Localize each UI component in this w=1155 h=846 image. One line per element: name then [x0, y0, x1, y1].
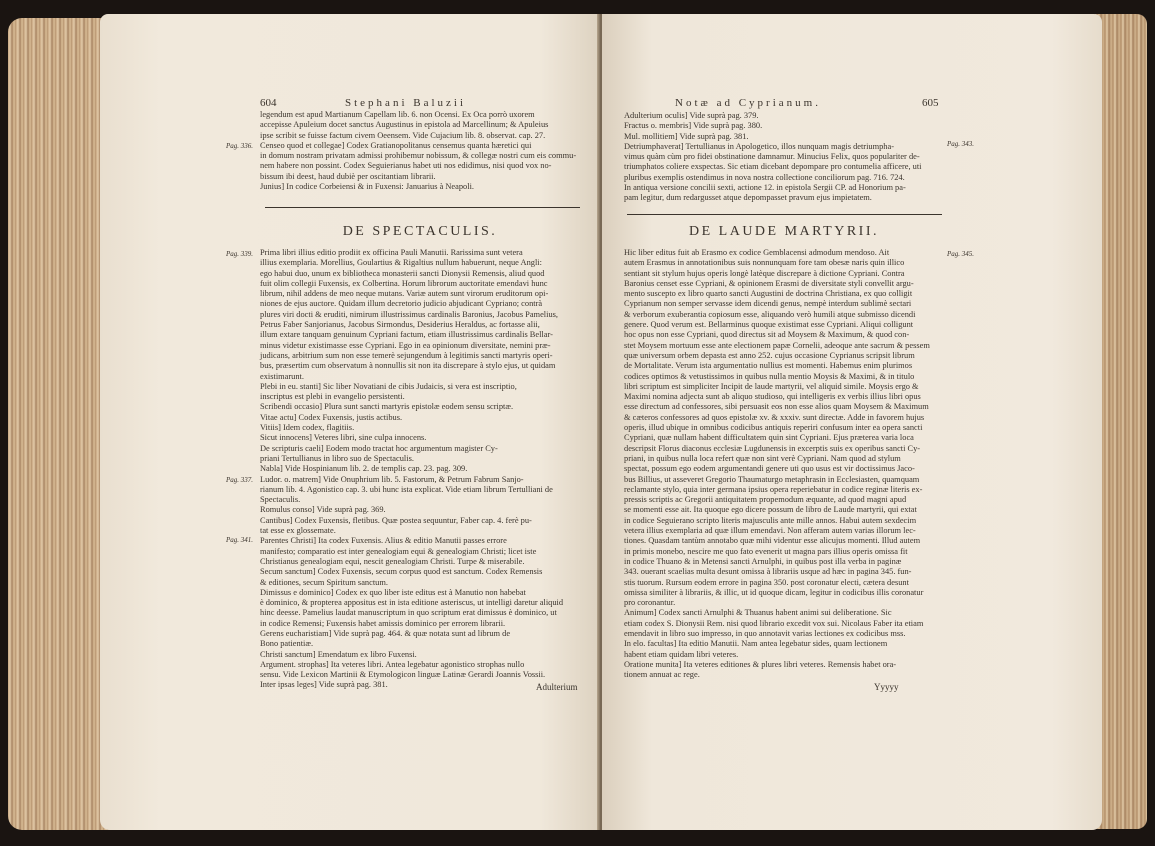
margin-note: Pag. 341. — [226, 536, 254, 544]
text-line: Cantibus] Codex Fuxensis, fletibus. Quæ postea sequuntur, Faber cap. 4. ferè pu- — [260, 515, 532, 525]
text-line: emendavit in libro suo impresso, in quo annotavit varias lectiones ex codicibus mss. — [624, 628, 906, 638]
text-line: Maximi nomina adjecta sunt ab aliquo studioso, qui intelligeris ex verbis illius libri opus — [624, 392, 921, 402]
text-line: Animum] Codex sancti Arnulphi & Thuanus habent animi sui deliberatione. Sic — [624, 608, 892, 618]
text-line: Dimissus e dominico] Codex ex quo liber iste editus est à Manutio non habebat — [260, 587, 526, 597]
text-line: Nabla] Vide Hospinianum lib. 2. de templis cap. 23. pag. 309. — [260, 464, 468, 474]
text-line: Vitae actu] Codex Fuxensis, justis actibus. — [260, 412, 403, 422]
text-line: reclamante stylo, quia inter germana ipsius opera reperiebatur in codice reginæ literis ex- — [624, 484, 923, 494]
text-line: triumphatos coliere exspectas. Sic etiam dicebant depompare pro contumelia afficere, uti — [624, 162, 922, 172]
text-line: è dominico, & propterea appositus est in ista editione asteriscus, ut intelligi daretur aliquid — [260, 598, 564, 608]
text-line: Bono patientiæ. — [260, 639, 314, 649]
text-line: genere. Quod verum est. Bellarminus quoque existimat esse Cypriani. Aliqui colligunt — [624, 320, 914, 330]
text-line: vimus quàm cùm pro fidei obstinatione damnamur. Minucius Felix, quos populariter de- — [624, 152, 920, 162]
left-page — [100, 14, 600, 830]
text-line: Hic liber editus fuit ab Erasmo ex codice Gemblacensi admodum mendoso. Ait — [624, 248, 890, 257]
text-line: rianum lib. 4. Agonistico cap. 3. ubi hunc ista explicat. Vide etiam librum Tertulliani de — [260, 484, 553, 494]
signature-mark: Yyyyy — [874, 682, 899, 692]
text-line: in domum nostram privatam admissi prohibemur nobissum, & collegæ nostri cum eis commu- — [260, 151, 577, 161]
text-line: Plebi in eu. stanti] Sic liber Novatiani de cibis Judaicis, si vera est inscriptio, — [260, 381, 517, 391]
text-line: stet Moysem mortuum esse ante electionem papæ Cornelii, adeoque ante sacrum & pessem — [624, 340, 930, 350]
text-line: bus, præsertim cum observatum à nonnullis sit non ita discrepare à stylo ejus, ut quidam — [260, 361, 556, 371]
text-line: Cyprianum non semper servasse idem dicendi genus, nempè interdum sublimè sectari — [624, 299, 912, 309]
text-line: De scripturis caeli] Eodem modo tractat hoc argumentum magister Cy- — [260, 443, 498, 453]
text-line: bus Billius, ut asseveret Gregorio Thaumaturgo metaphrasin in Ecclesiasten, quamquam — [624, 474, 920, 484]
text-line: mento suscepto ex libro quarto sancti Augustini de doctrina Christiana, ex quo colligit — [624, 289, 913, 299]
text-line: Cypriani, quæ nullam habent difficultatem quin sint Cypriani. Ejus præterea varia loca — [624, 433, 914, 443]
text-line: Secum sanctum] Codex Fuxensis, secum corpus quod est sanctum. Codex Remensis — [260, 567, 543, 577]
section-rule — [627, 214, 942, 215]
text-line: Petrus Faber Sanjorianus, Jacobus Sirmondus, Desiderius Heraldus, ac fortasse alii, — [260, 320, 540, 330]
text-line: In elo. facultas] Ita editio Manutii. Nam antea legebatur sides, quam lectionem — [624, 639, 888, 649]
text-line: Christi sanctum] Emendatum ex libro Fuxensi. — [260, 649, 417, 659]
text-line: priani, in quibus nulla loca refert quæ non sint verè Cypriani. Nam quod ad stylum — [624, 453, 901, 463]
text-line: tionem annuat ac rege. — [624, 670, 700, 680]
text-line: in codice Remensi; Fuxensis habet amissis dominico per errorem librarii. — [260, 618, 506, 628]
page-number: 604 — [260, 97, 277, 109]
text-line: se momenti esse ait. Ita quoque ego dicere possum de libro de Laude martyrii, qui extat — [624, 505, 917, 515]
text-line: vetera illius exemplaria ad quæ illum emendavi. Non afferam autem varias illorum lec- — [624, 526, 916, 536]
text-line: tat esse ex glossemate. — [260, 526, 336, 536]
text-line: Scribendi occasio] Plura sunt sancti martyris epistolæ eodem sensu scriptæ. — [260, 402, 514, 412]
margin-note: Pag. 336. — [226, 142, 254, 150]
section-title: DE SPECTACULIS. — [342, 224, 498, 239]
running-head: Notæ ad Cyprianum. — [675, 97, 821, 109]
text-line: Vitiis] Idem codex, flagitiis. — [260, 423, 355, 433]
text-line: Spectaculis. — [260, 495, 301, 505]
page-number: 605 — [922, 97, 939, 109]
text-line: tiones. Quasdam tantùm annotabo quæ mihi videntur esse alicujus momenti. Illud autem — [624, 536, 921, 546]
text-line: sensu. Vide Lexicon Martinii & Etymologicon linguæ Latinæ Gerardi Joannis Vossii. — [260, 670, 546, 680]
text-line: In antiqua versione concilii sexti, actione 12. in epistola Sergii CP. ad Honorium pa- — [624, 183, 906, 193]
margin-note: Pag. 339. — [226, 250, 254, 258]
text-line: niones de ejus auctore. Quidam illum decretorio judicio abjudicant Cypriano; contrà — [260, 299, 543, 309]
text-line: Oratione munita] Ita veteres editiones & plures libri veteres. Remensis habet ora- — [624, 659, 897, 669]
text-line: Censeo quod et collegae] Codex Gratianopolitanus censemus quanta hæretici qui — [260, 140, 532, 150]
text-line: Romulus conso] Vide suprà pag. 369. — [260, 505, 386, 515]
margin-note: Pag. 343. — [947, 140, 975, 148]
margin-note: Pag. 345. — [947, 250, 975, 258]
text-line: pam legitur, dum redargusset atque depompasset pravum ejus impietatem. — [624, 193, 872, 203]
text-line: de Mortalitate. Verum ista argumentatio nullius est momenti. Habemus enim plurimos — [624, 361, 913, 371]
text-line: 343. ouerant scaelias multa desunt omissa à librariis usque ad hæc in pagina 345. fun- — [624, 567, 912, 577]
commentary-body — [260, 248, 578, 691]
text-line: etiam codex S. Dionysii Rem. nisi quod librario excedit vox sui. Nicolaus Faber ita etiam — [624, 618, 924, 628]
text-line: & verborum exuberantia copiosum esse, aliquando verò humili atque submisso dicendi — [624, 309, 916, 319]
text-line: in codice Thuano & in Metensi sancti Arnulphi, in quibus post illa verba in paginæ — [624, 556, 902, 566]
text-line: Adulterium oculis] Vide suprà pag. 379. — [624, 111, 759, 120]
text-line: existimarunt. — [260, 371, 304, 381]
text-line: hinc deesse. Pamelius laudat manuscriptum in quo scriptum erat dimissus è dominico, ut — [260, 608, 557, 618]
text-line: hoc opus non esse Cypriani, quod directus sit ad Moysem & Maximum, & quod con- — [624, 330, 910, 340]
text-line: illius exemplaria. Morellius, Goulartius & Rigaltius nullum habuerunt, neque Angli: — [260, 258, 542, 268]
text-line: stis tuorum. Rursum eodem errore in pagina 350. post coronatur electi, cætera desunt — [624, 577, 909, 587]
text-line: quæ universum orbem depasta est anno 252. cujus occasione Cyprianus scripsit librum — [624, 350, 915, 360]
margin-note: Pag. 337. — [226, 476, 254, 484]
running-head: Stephani Baluzii — [345, 97, 467, 109]
text-line: habent etiam quidam libri veteres. — [624, 649, 739, 659]
text-line: pressis scriptis ac Gregorii antiquitatem propemodum æquante, ad quod magni apud — [624, 495, 907, 505]
catchword: Adulterium — [536, 682, 578, 692]
text-line: descripsit Florus diaconus ecclesiæ Lugdunensis in excerptis suis ex operibus sancti Cy- — [624, 443, 921, 453]
text-line: manifesto; comparatio est inter genealogiam equi & genealogiam Christi; licet iste — [260, 546, 537, 556]
text-line: Christianus genealogiam equi, nescit genealogiam Christi. Turpe & miserabile. — [260, 556, 525, 566]
text-line: & editiones, secum Spiritum sanctum. — [260, 577, 388, 587]
text-line: minus videtur existimasse esse Cypriani. Ego in ea opinionum diversitate, nemini præ- — [260, 340, 551, 350]
section-rule — [265, 207, 580, 208]
text-line: fuit olim collegii Fuxensis, ex Colbertina. Horum librorum auctoritate emendavi hunc — [260, 278, 548, 288]
text-line: Sicut innocens] Veteres libri, sine culpa innocens. — [260, 433, 427, 443]
text-line: priani Tertullianus in libro suo de Spectaculis. — [260, 453, 414, 463]
text-line: legendum est apud Martianum Capellam lib. 6. non Ocensi. Ex Oca porrò uxorem — [260, 110, 535, 119]
text-line: nem habere non possint. Codex Seguierianus habet uti nos edidimus, nisi quod vox no- — [260, 161, 552, 171]
text-line: pluribus exemplis ostendimus in nova nostra collectione conciliorum pag. 716. 724. — [624, 172, 905, 182]
text-line: Fractus o. membris] Vide suprà pag. 380. — [624, 121, 763, 131]
commentary-body — [624, 248, 942, 680]
text-line: spectat, possum ego eodem argumentandi genere uti quo usus est vir doctissimus Jaco- — [624, 464, 915, 474]
text-line: Prima libri illius editio prodiit ex officina Pauli Manutii. Rarissima sunt vetera — [260, 248, 523, 257]
notes-top — [260, 110, 578, 192]
text-line: accepisse Apuleium docet sanctus Augustinus in epistola ad Marcellinum; & Apuleius — [260, 120, 549, 130]
section-title: DE LAUDE MARTYRII. — [689, 224, 879, 239]
text-line: in codice Seguierano scripto literis majusculis ante mille annos. Habui autem sexdecim — [624, 515, 917, 525]
text-line: judicans, arbitrium sum non esse temerè sejungendum à legitimis sancti martyris operi- — [260, 350, 553, 360]
text-line: & cæteros confessores ad quos epistolæ xv. & xxxiv. sunt directæ. Adde in favorem hujus — [624, 412, 925, 422]
notes-top — [624, 111, 942, 204]
text-line: inscriptus est plebi in evangelio persistenti. — [260, 392, 405, 402]
text-line: libri scriptum est simpliciter Incipit de laude martyrii, vel aliquid simile. Moysis ergo & — [624, 381, 919, 391]
text-line: ipse scribit se fuisse factum civem Oeensem. Vide Cujacium lib. 8. observat. cap. 27. — [260, 130, 546, 140]
text-line: Detriumphaverat] Tertullianus in Apologetico, illos nunquam magis detriumpha- — [624, 141, 894, 151]
text-line: sentiant sit stylum hujus operis longè latèque discrepare à dictione Cypriani. Contra — [624, 268, 905, 278]
text-line: bissum ibi deest, haud dubiè per oscitantiam librarii. — [260, 171, 436, 181]
text-line: operis, illud ubique in omnibus codicibus antiquis reperiri confusum inter ea opera sancti — [624, 423, 923, 433]
text-line: autem Erasmus in annotationibus suis nonnunquam fore tam obesæ naris quin illico — [624, 258, 905, 268]
text-line: Ludor. o. matrem] Vide Onuphrium lib. 5. Fastorum, & Petrum Fabrum Sanjo- — [260, 474, 524, 484]
text-line: esse directum ad confessores, sibi persuasit eos non esse alios quam Moysem & Maximum — [624, 402, 929, 412]
text-line: Mul. mollitiem] Vide suprà pag. 381. — [624, 131, 749, 141]
text-line: codices optimos & vetustissimos in quibus nulla mentio Moysis & Maximi, & in titulo — [624, 371, 915, 381]
text-line: plures viri docti & eruditi, nimirum illustrissimus cardinalis Baronius, Jacobus Pamelius, — [260, 309, 558, 319]
text-line: Baronius censet esse Cypriani, & opinionem Erasmi de diversitate styli convellit argu- — [624, 278, 914, 288]
right-page — [602, 14, 1102, 830]
text-line: illum extare tanquam genuinum Cypriani factum, etiam illustrissimus cardinalis Bellar- — [260, 330, 553, 340]
text-line: Junius] In codice Corbeiensi & in Fuxensi: Januarius à Neapoli. — [260, 182, 474, 192]
text-line: Argument. strophas] Ita veteres libri. Antea legebatur agonistico strophas nullo — [260, 659, 525, 669]
text-line: in primis monebo, nescire me quo fato evenerit ut magna pars illius operis omissa fit — [624, 546, 908, 556]
text-line: Inter ipsas leges] Vide suprà pag. 381. — [260, 680, 388, 690]
text-line: librum, nihil addens de meo neque mutans. Variæ autem sunt virorum eruditorum opi- — [260, 289, 549, 299]
text-line: Parentes Christi] Ita codex Fuxensis. Alius & editio Manutii passes errore — [260, 536, 507, 546]
text-line: Gerens eucharistiam] Vide suprà pag. 464. & quæ notata sunt ad librum de — [260, 628, 511, 638]
text-line: ego habui duo, unum ex bibliotheca monasterii sancti Dionysii Remensis, aliud quod — [260, 268, 545, 278]
text-line: omissa similiter à librariis, & illic, ut id quoque dicam, legitur in codicibus illis coronatur — [624, 587, 924, 597]
page-stack-right — [1095, 14, 1147, 829]
text-line: pro coronantur. — [624, 598, 676, 608]
